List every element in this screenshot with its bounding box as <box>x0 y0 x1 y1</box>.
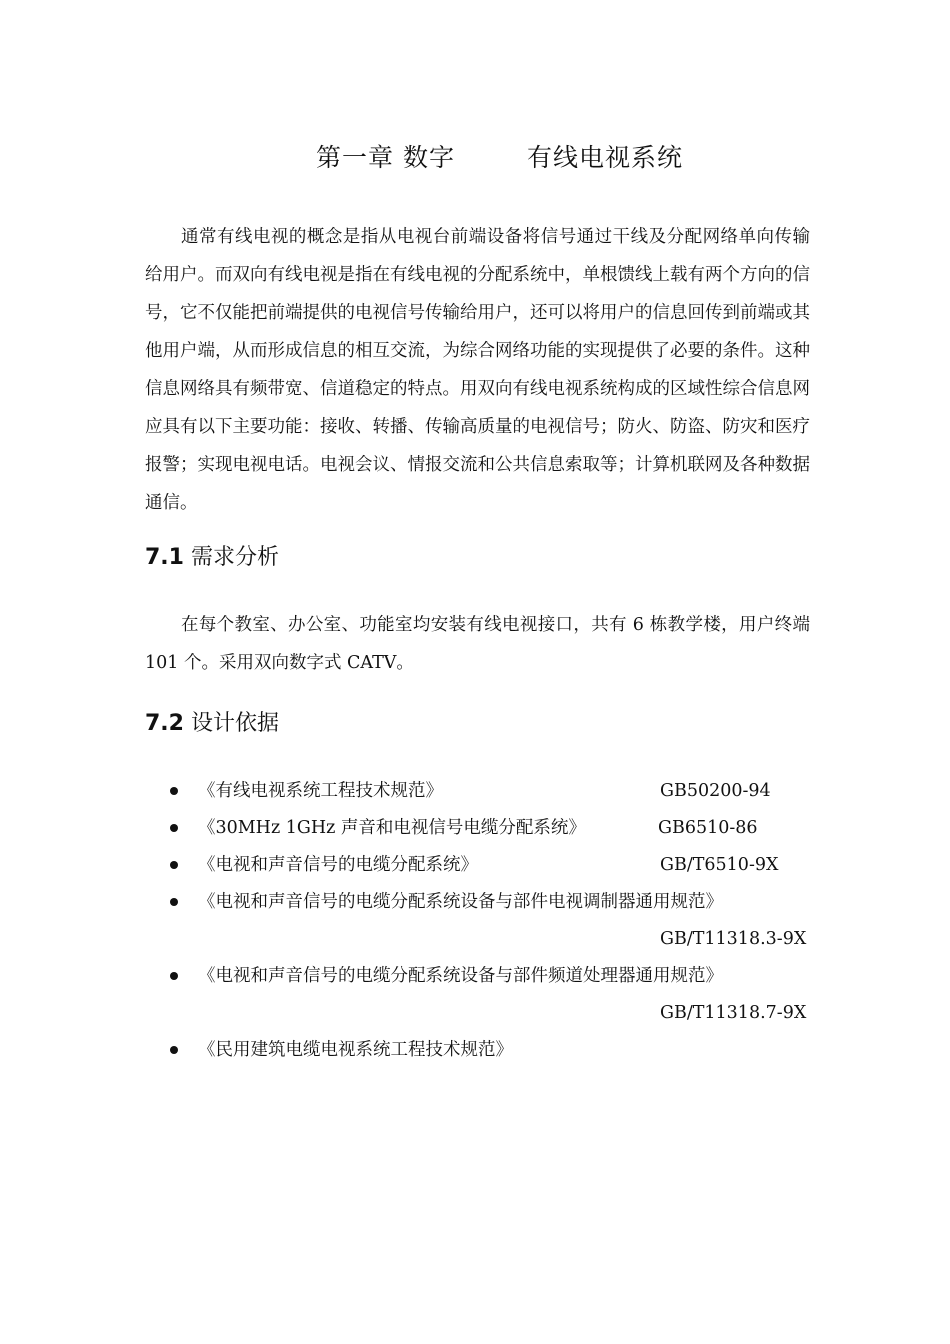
bullet-icon <box>170 861 178 869</box>
chapter-title-right: 有线电视系统 <box>526 143 683 172</box>
chapter-title-left: 第一章 数字 <box>316 143 455 172</box>
reference-title: 《有线电视系统工程技术规范》 <box>198 781 443 801</box>
bullet-icon <box>170 787 178 795</box>
bullet-icon <box>170 824 178 832</box>
reference-code: GB/T6510-9X <box>660 855 779 875</box>
section-7-1-title: 需求分析 <box>190 545 279 570</box>
reference-code: GB/T11318.7-9X <box>660 1003 807 1023</box>
bullet-icon <box>170 898 178 906</box>
reference-title: 《民用建筑电缆电视系统工程技术规范》 <box>198 1040 513 1060</box>
reference-code: GB50200-94 <box>660 781 771 801</box>
reference-title: 《电视和声音信号的电缆分配系统》 <box>198 855 478 875</box>
list-item <box>170 776 810 813</box>
bullet-icon <box>170 1046 178 1054</box>
reference-list <box>170 776 810 1072</box>
section-7-1-heading <box>145 540 279 571</box>
reference-code: GB/T11318.3-9X <box>660 929 807 949</box>
list-item <box>170 850 810 887</box>
reference-code: GB6510-86 <box>658 818 758 838</box>
chapter-title <box>316 138 776 174</box>
intro-paragraph: 通常有线电视的概念是指从电视台前端设备将信号通过干线及分配网络单向传输给用户。而双向有线电视是指在有线电视的分配系统中，单根馈线上载有两个方向的信号，它不仅能把前端提供的电视信号传输给用户，还可以将用户的信息回传到前端或其他用户端，从而形成信息的相互交流，为综合网络功能的实现提供了必要的条件。这种信息网络具有频带宽、信道稳定的特点。用双向有线电视系统构成的区域性综合信息网应具有以下主要功能：接收、转播、传输高质量的电视信号；防火、防盗、防灾和医疗报警；实现电视电话。电视会议、情报交流和公共信息索取等；计算机联网及各种数据通信。 <box>145 227 810 513</box>
section-7-2-heading <box>145 706 279 737</box>
reference-title: 《电视和声音信号的电缆分配系统设备与部件电视调制器通用规范》 <box>198 892 723 912</box>
reference-title: 《30MHz 1GHz 声音和电视信号电缆分配系统》 <box>198 818 586 838</box>
reference-title: 《电视和声音信号的电缆分配系统设备与部件频道处理器通用规范》 <box>198 966 723 986</box>
requirements-paragraph: 在每个教室、办公室、功能室均安装有线电视接口，共有 6 栋教学楼，用户终端 101 个。采用双向数字式 CATV。 <box>145 615 810 673</box>
section-7-2-title: 设计依据 <box>190 711 279 736</box>
section-7-2-number: 7.2 <box>145 711 184 736</box>
list-item <box>170 813 810 850</box>
section-7-1-number: 7.1 <box>145 545 184 570</box>
list-item <box>170 961 810 1035</box>
list-item <box>170 887 810 961</box>
list-item <box>170 1035 810 1072</box>
bullet-icon <box>170 972 178 980</box>
